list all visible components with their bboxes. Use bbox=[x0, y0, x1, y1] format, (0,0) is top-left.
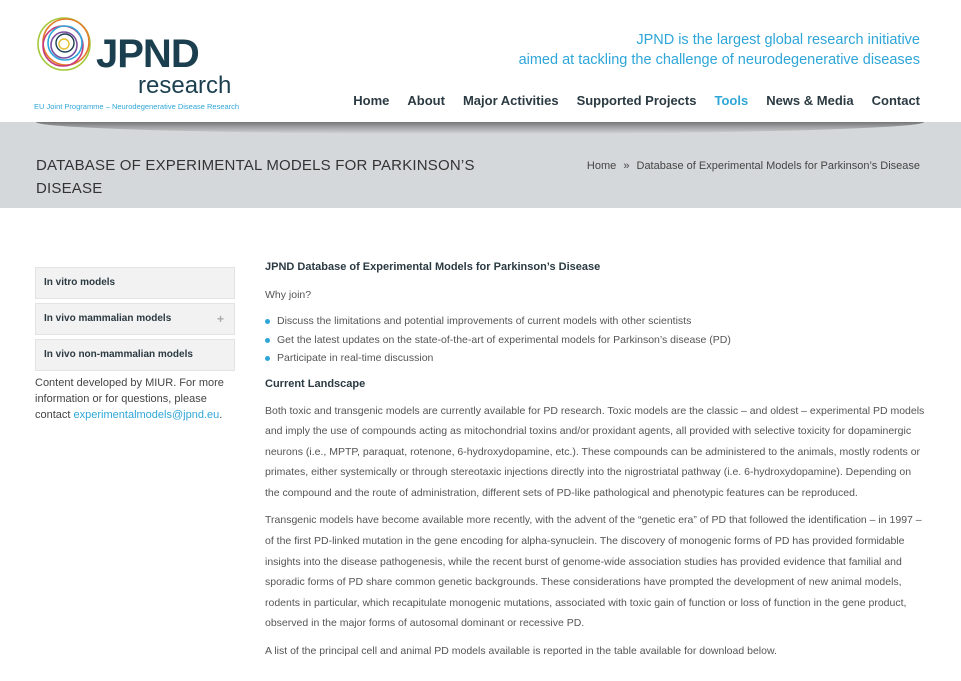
breadcrumb bbox=[587, 160, 920, 172]
main-content bbox=[265, 259, 925, 669]
contact-email-link[interactable]: experimentalmodels@jpnd.eu bbox=[73, 409, 220, 421]
logo-subtitle: EU Joint Programme – Neurodegenerative Disease Research bbox=[34, 102, 240, 111]
page-title: DATABASE OF EXPERIMENTAL MODELS FOR PARKINSON’S DISEASE bbox=[36, 157, 475, 197]
list-item bbox=[265, 312, 925, 331]
current-landscape-heading: Current Landscape bbox=[265, 377, 366, 390]
paragraph-download-note: A list of the principal cell and animal PD models available is reported in the table available for download below. bbox=[265, 645, 777, 658]
expand-plus-icon[interactable]: + bbox=[216, 312, 224, 326]
nav-about[interactable]: About bbox=[407, 93, 445, 108]
logo-research-word: research bbox=[138, 72, 232, 99]
sidebar bbox=[35, 267, 235, 423]
main-nav bbox=[335, 92, 920, 110]
list-item bbox=[265, 331, 925, 350]
site-tagline bbox=[519, 30, 920, 70]
paragraph-toxic-models: Both toxic and transgenic models are currently available for PD research. Toxic models are the classic – and oldest – experimental PD models and imply the use of compounds acting as mitochondrial toxins and/or proxidant agents, all provided with selective toxicity for dopaminergic neurons (i.e., MPTP, paraquat, rotenone, 6-hydroxydopamine, etc.). These compounds can be administered to the animals, mostly rodents or primates, either systemically or through stereotaxic injections directly into the nigrostriatal pathway (i.e. 6-hydroxydopamine). Depending on the compound and the route of administration, different sets of PD-like pathological and phenotypic features can be reproduced. bbox=[265, 404, 925, 499]
breadcrumb-current: Database of Experimental Models for Parkinson’s Disease bbox=[636, 160, 920, 172]
sidebar-contact-note bbox=[35, 375, 235, 423]
why-join-text: Why join? bbox=[265, 289, 312, 301]
page-banner bbox=[0, 122, 961, 208]
list-item-text: Participate in real-time discussion bbox=[277, 352, 434, 364]
bullet-icon bbox=[265, 356, 270, 361]
sidebar-item-in-vivo-non-mammalian[interactable] bbox=[35, 339, 235, 371]
list-item-text: Discuss the limitations and potential improvements of current models with other scientists bbox=[277, 315, 692, 327]
sidebar-item-label: In vivo non-mammalian models bbox=[44, 349, 193, 360]
sidebar-note-text: Content developed by MIUR. For more information or for questions, please contact bbox=[35, 377, 224, 421]
nav-contact[interactable]: Contact bbox=[871, 93, 920, 108]
list-item-text: Get the latest updates on the state-of-the-art of experimental models for Parkinson’s disease (PD) bbox=[277, 333, 731, 346]
sidebar-item-label: In vivo mammalian models bbox=[44, 313, 172, 324]
sidebar-note-end: . bbox=[219, 409, 223, 421]
jpnd-logo[interactable] bbox=[34, 12, 240, 116]
nav-home[interactable]: Home bbox=[353, 93, 390, 108]
benefits-list bbox=[265, 312, 925, 368]
nav-supported-projects[interactable]: Supported Projects bbox=[576, 93, 697, 108]
tagline-line-2: aimed at tackling the challenge of neurodegenerative diseases bbox=[518, 52, 920, 68]
banner-shadow bbox=[36, 122, 924, 134]
tagline-line-1: JPND is the largest global research initiative bbox=[636, 32, 920, 48]
site-header bbox=[0, 0, 961, 122]
logo-circles-icon bbox=[34, 12, 96, 82]
content-heading: JPND Database of Experimental Models for Parkinson’s Disease bbox=[265, 261, 601, 273]
list-item bbox=[265, 349, 925, 368]
sidebar-item-in-vivo-mammalian[interactable] bbox=[35, 303, 235, 335]
bullet-icon bbox=[265, 319, 270, 324]
logo-wordmark: JPND bbox=[96, 32, 199, 76]
breadcrumb-home-link[interactable]: Home bbox=[586, 160, 617, 172]
sidebar-item-label: In vitro models bbox=[44, 277, 116, 288]
nav-tools[interactable]: Tools bbox=[714, 93, 749, 108]
paragraph-transgenic-models: Transgenic models have become available more recently, with the advent of the “genetic era” of PD that followed the identification – in 1997 – of the first PD-linked mutation in the gene encoding for alpha-synuclein. The discovery of monogenic forms of PD has provided formidable insights into the disease pathogenesis, while the recent burst of genome-wide association studies has provided evidence that familial and sporadic forms of PD share common genetic backgrounds. These considerations have prompted the development of new animal models, rodents in particular, which recapitulate monogenic mutations, associated with toxic gain of function or loss of function in the gene product, observed in the major forms of autosomal dominant or recessive PD. bbox=[265, 514, 922, 630]
sidebar-item-in-vitro[interactable] bbox=[35, 267, 235, 299]
nav-news-media[interactable]: News & Media bbox=[766, 93, 854, 108]
breadcrumb-separator: » bbox=[623, 160, 630, 172]
nav-major-activities[interactable]: Major Activities bbox=[462, 93, 559, 108]
bullet-icon bbox=[265, 338, 270, 343]
